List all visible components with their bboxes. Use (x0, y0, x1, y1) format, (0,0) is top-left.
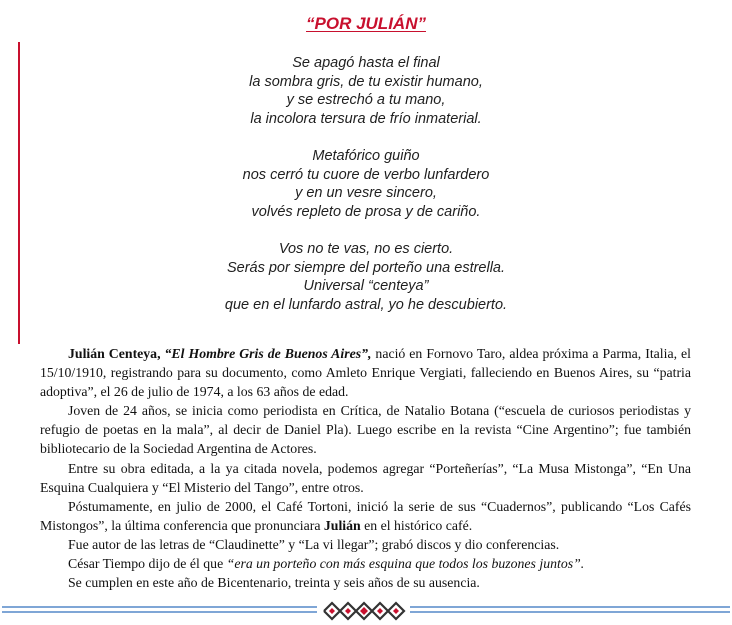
poem-line: Vos no te vas, no es cierto. (278, 240, 454, 257)
bio-paragraph-7: Se cumplen en este año de Bicentenario, treinta y seis años de su ausencia. (68, 575, 480, 591)
poem (0, 54, 732, 333)
footer-rule-left (2, 606, 317, 613)
poem-line: volvés repleto de prosa y de cariño. (251, 203, 481, 220)
poem-line: y en un vesre sincero, (295, 185, 437, 202)
poem-line: Se apagó hasta el final (292, 55, 440, 71)
poem-stanza-3 (0, 240, 732, 314)
poem-line: nos cerró tu cuore de verbo lunfardero (242, 166, 490, 183)
poem-line: y se estrechó a tu mano, (286, 92, 446, 109)
poem-line: Universal “centeya” (303, 278, 429, 295)
bio-name-bold: Julián (323, 517, 361, 533)
bio-paragraph-3: Entre su obra editada, a la ya citada novela, podemos agregar “Porteñerías”, “La Musa Mistonga”, “En Una Esquina Cualquiera y “El Misterio del Tango”, entre otros. (40, 460, 691, 495)
bio-text: en el histórico café. (360, 517, 473, 533)
bio-paragraph-6 (40, 554, 691, 573)
bio-paragraph-5: Fue autor de las letras de “Claudinette” y “La vi llegar”; grabó discos y dio conferencias. (68, 536, 560, 552)
poem-stanza-2 (0, 147, 732, 221)
poem-line: Metafórico guiño (312, 147, 420, 164)
bio-quote: “era un porteño con más esquina que todos los buzones juntos”. (226, 556, 585, 572)
poem-line: Serás por siempre del porteño una estrella. (226, 259, 506, 276)
page-title: “POR JULIÁN” (306, 14, 426, 33)
poem-line: que en el lunfardo astral, yo he descubierto. (224, 296, 508, 313)
poem-line: la incolora tersura de frío inmaterial. (250, 110, 482, 127)
aguayo-diamond-ornament-icon (322, 600, 406, 622)
bio-name: Julián Centeya, (68, 346, 161, 361)
bio-paragraph-4 (40, 497, 691, 535)
bio-text: Póstumamente, en julio de 2000, el Café Tortoni, inició la serie de sus “Cuadernos”, publicando “Los Cafés Mistongos”, la última conferencia que pronunciara (40, 498, 691, 533)
bio-paragraph-1 (40, 344, 691, 401)
biography (40, 344, 691, 592)
footer-rule-right (410, 606, 730, 613)
bio-paragraph-2: Joven de 24 años, se inicia como periodista en Crítica, de Natalio Botana (“escuela de curiosos periodistas y refugio de poetas en la mala”, al decir de Daniel Pla). Luego escribe en la revista “Cine Argentino”; fue también bibliotecario de la Sociedad Argentina de Actores. (40, 403, 691, 457)
bio-nickname: “El Hombre Gris de Buenos Aires”, (164, 346, 372, 361)
bio-text: nació en Fornovo Taro, aldea próxima a Parma, Italia, el 15/10/1910, registrando para su documento, como Amleto Enrique Vergiati, falleciendo en Buenos Aires, su “patria adoptiva”, el 26 de julio de 1974, a los 63 años de edad. (40, 346, 691, 400)
poem-stanza-1 (0, 54, 732, 128)
bio-text: César Tiempo dijo de él que (68, 556, 227, 572)
poem-line: la sombra gris, de tu existir humano, (249, 73, 483, 90)
